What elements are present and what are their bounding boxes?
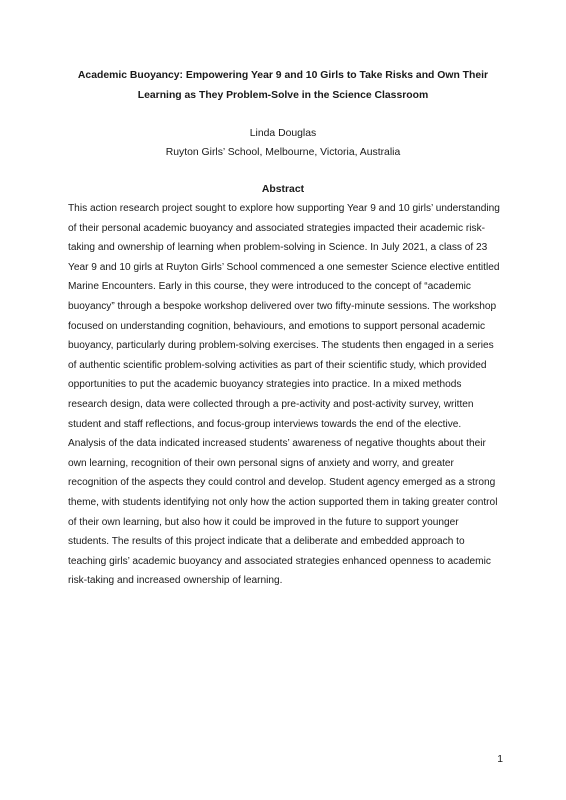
author-name: Linda Douglas bbox=[249, 128, 317, 139]
page-number: 1 bbox=[497, 754, 503, 765]
abstract-body: This action research project sought to explore how supporting Year 9 and 10 girls’ understanding of their personal academic buoyancy and associated strategies impacted their academic risk-taking and ownership of learning when problem-solving in Science. In July 2021, a class of 23 Year 9 and 10 girls at Ruyton Girls’ School commenced a one semester Science elective entitled Marine Encounters. Early in this course, they were introduced to the concept of “academic buoyancy” through a bespoke workshop delivered over two fifty-minute sessions. The workshop focused on understanding cognition, behaviours, and emotions to support personal academic buoyancy, particularly during problem-solving exercises. The students then engaged in a series of authentic scientific problem-solving activities as part of their scientific study, which provided opportunities to put the academic buoyancy strategies into practice. In a mixed methods research design, data were collected through a pre-activity and post-activity survey, written student and staff reflections, and focus-group interviews towards the end of the elective. Analysis of the data indicated increased students’ awareness of negative thoughts about their own learning, recognition of their own personal signs of anxiety and worry, and greater recognition of the aspects they could control and develop. Student agency emerged as a strong theme, with students identifying not only how the action supported them in taking greater control of their own learning, but also how it could be improved in the future to support younger students. The results of this project indicate that a deliberate and embedded approach to teaching girls’ academic buoyancy and associated strategies enhanced openness to academic risk-taking and increased ownership of learning. bbox=[68, 203, 500, 587]
abstract-heading: Abstract bbox=[261, 184, 305, 195]
author-affiliation: Ruyton Girls’ School, Melbourne, Victoria, Australia bbox=[165, 147, 401, 158]
paper-title: Academic Buoyancy: Empowering Year 9 and 10 Girls to Take Risks and Own Their Learning as They Problem-Solve in the Science Classroom bbox=[77, 70, 489, 101]
